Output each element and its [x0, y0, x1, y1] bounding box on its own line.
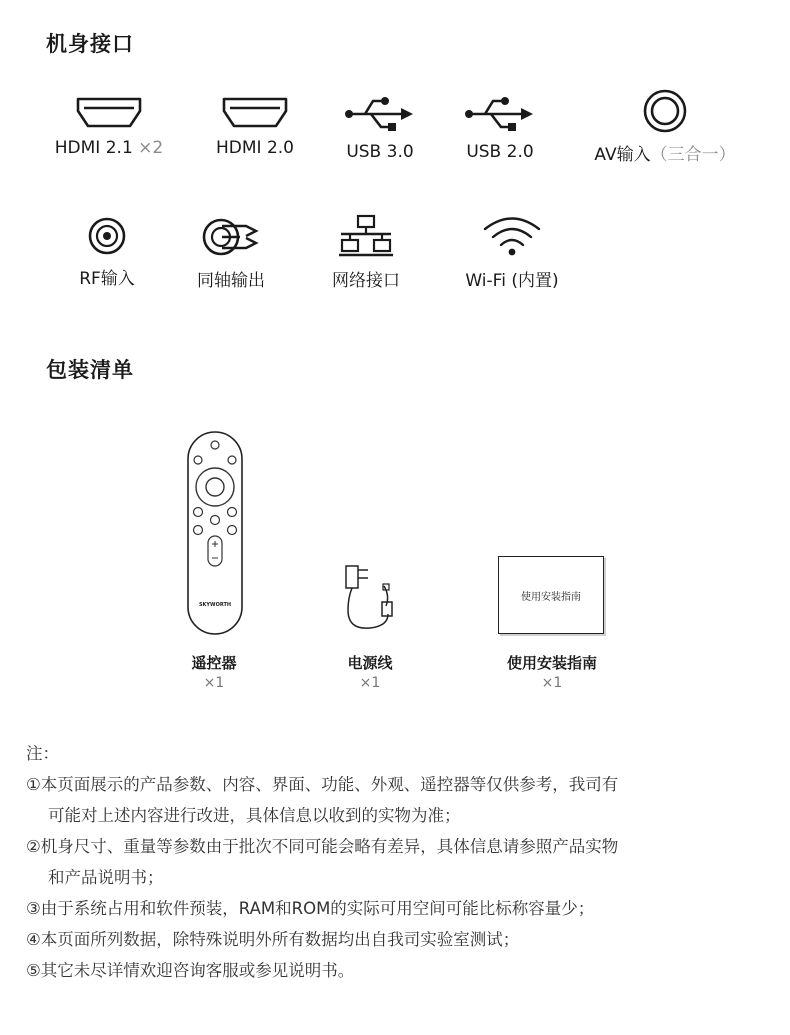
port-label: RF输入 [79, 269, 135, 289]
package-title: 包装清单 [46, 358, 134, 382]
item-name: 电源线 [347, 654, 393, 672]
note-line: ③由于系统占用和软件预装，RAM和ROM的实际可用空间可能比标称容量少； [26, 899, 595, 918]
remote-control-image [186, 430, 244, 640]
usb-icon [463, 94, 537, 134]
port-label: 同轴输出 [197, 271, 265, 291]
rf-port-icon [87, 216, 127, 256]
av-port-icon [642, 88, 688, 134]
hdmi-icon [74, 96, 144, 130]
port-coaxial-output [180, 216, 282, 291]
port-label: 网络接口 [332, 271, 400, 291]
note-line: ④本页面所列数据，除特殊说明外所有数据均出自我司实验室测试； [26, 930, 520, 949]
port-network [314, 214, 418, 291]
item-quantity: ×1 [359, 675, 381, 691]
interfaces-title: 机身接口 [46, 32, 134, 56]
port-wifi [452, 214, 572, 291]
power-cord-image [334, 554, 402, 638]
item-name: 使用安装指南 [506, 654, 597, 672]
network-port-icon [337, 214, 395, 258]
item-quantity: ×1 [541, 675, 563, 691]
port-av-input [580, 88, 750, 165]
note-line: ②机身尺寸、重量等参数由于批次不同可能会略有差异，具体信息请参照产品实物 [26, 837, 619, 856]
usb-icon [343, 94, 417, 134]
remote-brand-logo: SKYWORTH [198, 602, 232, 608]
notes-heading: 注： [26, 744, 59, 763]
manual-cover-title: 使用安装指南 [521, 592, 581, 603]
manual-image [498, 556, 604, 634]
note-line: 可能对上述内容进行改进，具体信息以收到的实物为准； [48, 806, 461, 825]
item-name: 遥控器 [191, 654, 237, 672]
port-label: AV输入 [594, 145, 651, 165]
note-line: 和产品说明书； [48, 868, 164, 887]
coaxial-output-icon [200, 216, 262, 258]
port-note: （三合一） [650, 145, 736, 165]
port-rf-input [62, 216, 152, 289]
port-usb-2-0 [450, 94, 550, 162]
note-line: ①本页面展示的产品参数、内容、界面、功能、外观、遥控器等仅供参考，我司有 [26, 775, 619, 794]
package-item-power-cord [322, 652, 418, 691]
power-cord-icon [334, 554, 402, 634]
port-label: USB 2.0 [466, 142, 534, 162]
port-label: HDMI 2.1 [54, 138, 133, 158]
port-hdmi-2-0 [196, 96, 314, 158]
port-usb-3-0 [330, 94, 430, 162]
note-line: ⑤其它未尽详情欢迎咨询客服或参见说明书。 [26, 961, 355, 980]
remote-control-icon [186, 430, 244, 636]
package-item-manual [490, 652, 614, 691]
hdmi-icon [220, 96, 290, 130]
item-quantity: ×1 [203, 675, 225, 691]
port-label: HDMI 2.0 [216, 138, 294, 158]
package-item-remote [166, 652, 262, 691]
port-label: USB 3.0 [346, 142, 414, 162]
port-quantity: ×2 [138, 138, 164, 158]
port-label: Wi-Fi (内置) [465, 271, 559, 291]
notes [26, 738, 776, 986]
wifi-icon [481, 214, 543, 258]
port-hdmi-2-1 [44, 96, 174, 158]
